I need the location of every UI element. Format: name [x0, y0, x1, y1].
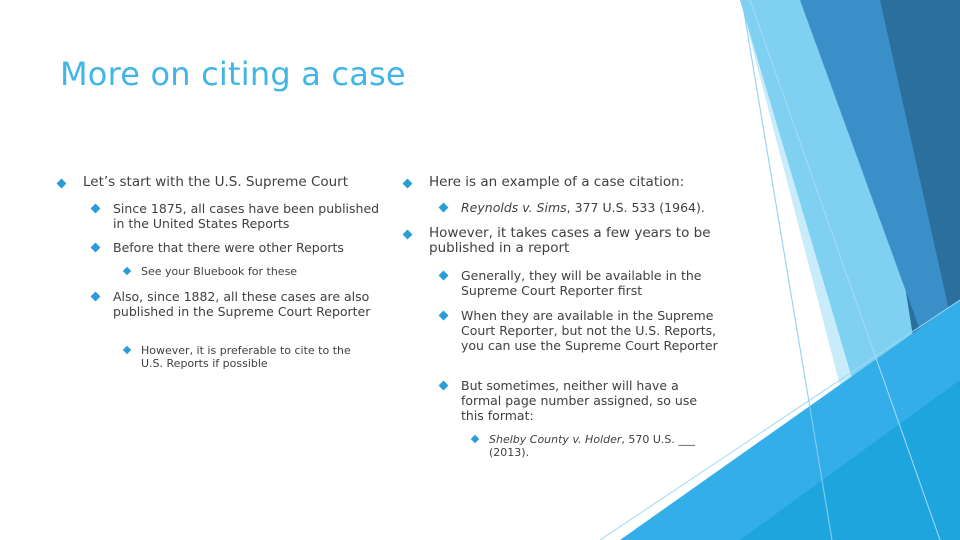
bullet-takes-years: [404, 226, 724, 256]
bullet-us-supreme-court: [58, 175, 378, 190]
bullet-text: However, it takes cases a few years to be published in a report: [429, 225, 711, 256]
bullet-other-reports: [92, 240, 382, 255]
bullet-preferable-us-reports: [124, 344, 374, 370]
bullet-since-1882: [92, 289, 382, 319]
citation-rest: , 377 U.S. 533 (1964).: [566, 200, 705, 215]
bullet-text: Since 1875, all cases have been published in the United States Reports: [113, 201, 380, 231]
diamond-bullet-icon: [403, 179, 413, 189]
bullet-example-citation: [404, 175, 724, 190]
bullet-text: When they are available in the Supreme Court Reporter, but not the U.S. Reports, you can use the Supreme Court Reporter: [461, 308, 718, 353]
bullet-reynolds-citation: [440, 200, 730, 215]
diamond-bullet-icon: [403, 230, 413, 240]
diamond-bullet-icon: [439, 203, 449, 213]
bullet-text: However, it is preferable to cite to the U.S. Reports if possible: [141, 344, 351, 370]
diamond-bullet-icon: [91, 243, 101, 253]
bullet-text: Also, since 1882, all these cases are also published in the Supreme Court Reporter: [113, 289, 371, 319]
citation-rest: , 570 U.S. ___ (2013).: [489, 433, 695, 459]
bullet-text: Let’s start with the U.S. Supreme Court: [83, 174, 349, 190]
diamond-bullet-icon: [123, 346, 131, 354]
bullet-text: Before that there were other Reports: [113, 240, 344, 255]
bullet-text: [489, 433, 722, 459]
diamond-bullet-icon: [123, 267, 131, 275]
diamond-bullet-icon: [439, 381, 449, 391]
bullet-since-1875: [92, 201, 382, 231]
case-name: Reynolds v. Sims: [461, 200, 567, 215]
slide-title: More on citing a case: [60, 55, 406, 93]
bullet-supreme-court-reporter-first: [440, 268, 730, 298]
bullet-text: But sometimes, neither will have a formal page number assigned, so use this format:: [461, 378, 698, 423]
bullet-text: See your Bluebook for these: [141, 265, 298, 278]
bullet-see-bluebook: [124, 265, 384, 278]
diamond-bullet-icon: [57, 179, 67, 189]
bullet-text: [461, 200, 705, 215]
diamond-bullet-icon: [439, 311, 449, 321]
bullet-text: Here is an example of a case citation:: [429, 174, 685, 190]
diamond-bullet-icon: [91, 292, 101, 302]
bullet-no-page-number: [440, 378, 702, 423]
diamond-bullet-icon: [471, 435, 479, 443]
case-name: Shelby County v. Holder: [489, 433, 622, 446]
diamond-bullet-icon: [91, 204, 101, 214]
bullet-text: Generally, they will be available in the Supreme Court Reporter first: [461, 268, 702, 298]
diamond-bullet-icon: [439, 271, 449, 281]
bullet-not-us-reports: [440, 308, 730, 353]
bullet-shelby-citation: [472, 433, 722, 459]
